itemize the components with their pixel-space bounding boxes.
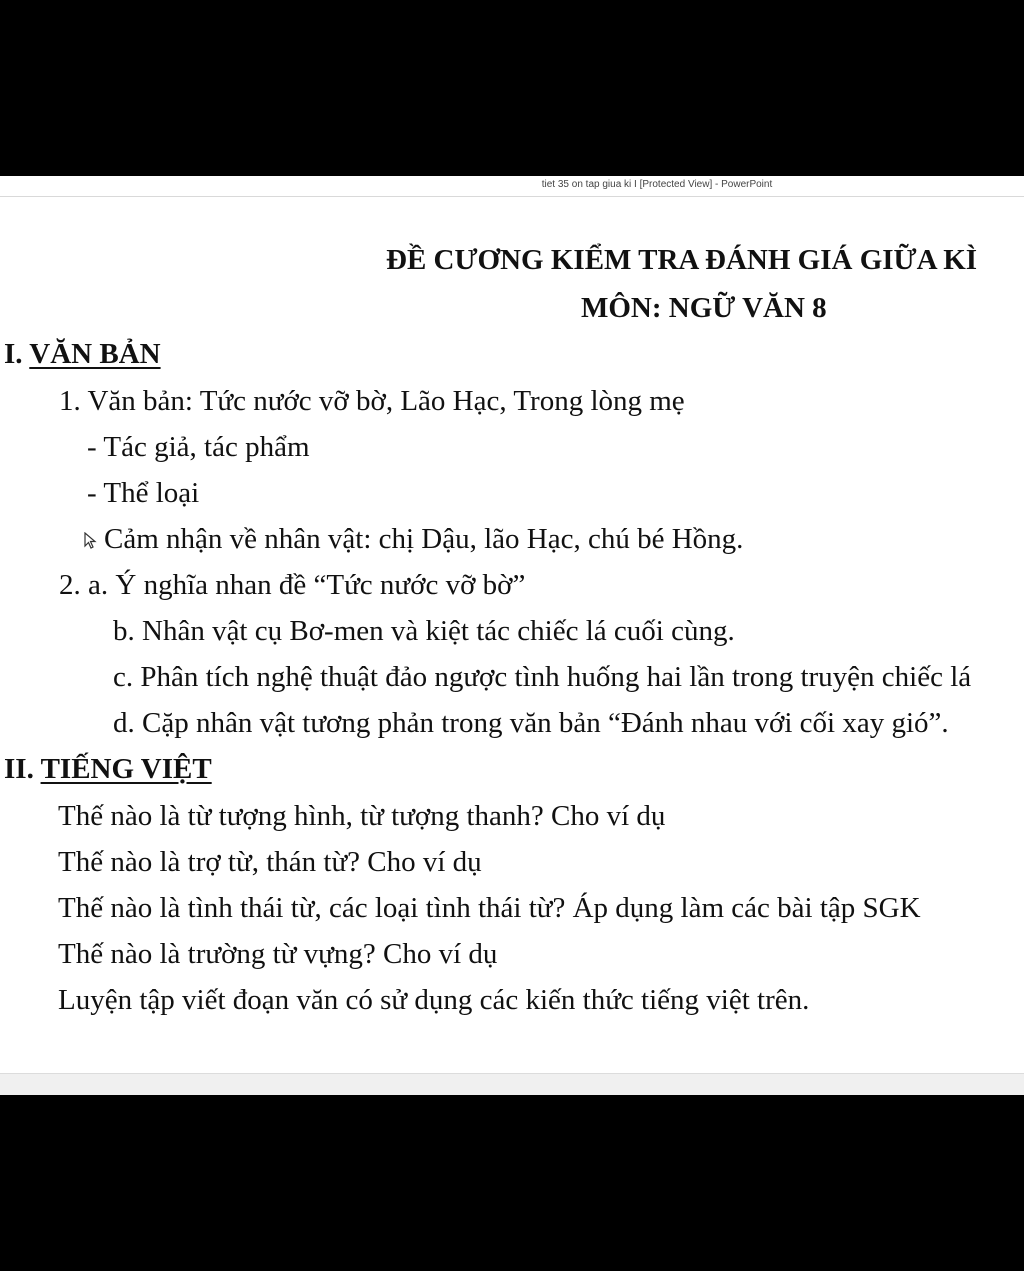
section-2-item-2: Thế nào là trợ từ, thán từ? Cho ví dụ [58, 846, 482, 878]
window-title: tiet 35 on tap giua ki I [Protected View] - PowerPoint [541, 179, 773, 190]
powerpoint-window [0, 176, 1024, 1095]
section-2-title: TIẾNG VIỆT [40, 753, 212, 785]
slide-title-line-1: ĐỀ CƯƠNG KIỂM TRA ĐÁNH GIÁ GIỮA KÌ [386, 244, 978, 276]
section-1-item-8: d. Cặp nhân vật tương phản trong văn bản “Đánh nhau với cối xay gió”. [113, 707, 949, 739]
section-1-title: VĂN BẢN [29, 338, 161, 370]
slide-canvas[interactable] [0, 197, 1024, 1073]
mouse-pointer-icon [84, 524, 98, 558]
section-1-item-1: 1. Văn bản: Tức nước vỡ bờ, Lão Hạc, Trong lòng mẹ [59, 385, 685, 417]
section-1-item-3: - Thể loại [87, 477, 200, 509]
section-2-item-5: Luyện tập viết đoạn văn có sử dụng các kiến thức tiếng việt trên. [58, 984, 810, 1016]
section-2-heading [4, 752, 212, 786]
section-1-item-7: c. Phân tích nghệ thuật đảo ngược tình huống hai lần trong truyện chiếc lá [113, 661, 972, 693]
section-1-item-5: 2. a. Ý nghĩa nhan đề “Tức nước vỡ bờ” [59, 569, 526, 601]
section-2-number: II. [4, 753, 34, 785]
section-1-number: I. [4, 338, 23, 370]
window-bottom-strip [0, 1073, 1024, 1095]
section-1-item-4-text: Cảm nhận về nhân vật: chị Dậu, lão Hạc, chú bé Hồng. [104, 523, 744, 555]
section-1-item-6: b. Nhân vật cụ Bơ-men và kiệt tác chiếc lá cuối cùng. [113, 615, 735, 647]
section-1-item-4 [84, 522, 743, 558]
section-2-item-3: Thế nào là tình thái từ, các loại tình thái từ? Áp dụng làm các bài tập SGK [58, 892, 921, 924]
slide-title-line-2: MÔN: NGỮ VĂN 8 [581, 292, 827, 324]
section-1-item-2: - Tác giả, tác phẩm [87, 431, 310, 463]
section-2-item-1: Thế nào là từ tượng hình, từ tượng thanh? Cho ví dụ [58, 800, 666, 832]
section-1-heading [4, 337, 161, 371]
window-titlebar [0, 176, 1024, 197]
section-2-item-4: Thế nào là trường từ vựng? Cho ví dụ [58, 938, 498, 970]
